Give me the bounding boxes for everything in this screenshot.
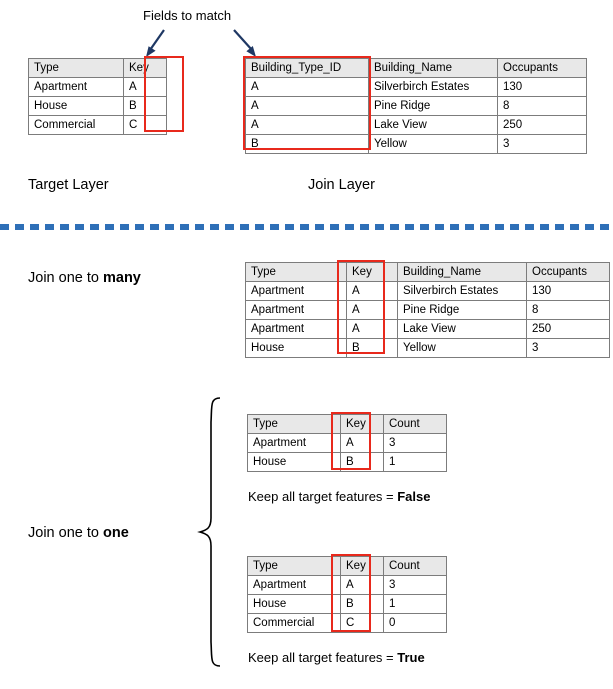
cell-key: A — [341, 434, 384, 453]
one-to-one-true-table-wrapper — [247, 556, 447, 633]
column-header-key: Key — [124, 59, 167, 78]
cell-building-name: Lake View — [398, 320, 527, 339]
table-row — [246, 116, 587, 135]
table-header-row — [246, 263, 610, 282]
cell-key: A — [347, 301, 398, 320]
column-header-occupants: Occupants — [527, 263, 610, 282]
keep-all-false-label — [248, 489, 430, 504]
table-row — [29, 116, 167, 135]
cell-type: Apartment — [248, 434, 341, 453]
target-layer-text: Target Layer — [28, 177, 109, 193]
cell-type: House — [246, 339, 347, 358]
cell-building-name: Lake View — [369, 116, 498, 135]
table-row — [246, 339, 610, 358]
cell-key: B — [124, 97, 167, 116]
column-header-type: Type — [29, 59, 124, 78]
join-one-to-one-label — [28, 525, 129, 541]
cell-building-name: Yellow — [398, 339, 527, 358]
table-row — [248, 614, 447, 633]
one-to-one-false-table-wrapper — [247, 414, 447, 472]
join-one-to-one-true-table — [247, 556, 447, 633]
join-one-to-many-table — [245, 262, 610, 358]
join-one-to-many-label — [28, 270, 141, 286]
cell-occupants: 3 — [498, 135, 587, 154]
cell-key: B — [341, 595, 384, 614]
target-layer-label — [28, 177, 109, 193]
cell-key: A — [341, 576, 384, 595]
column-header-type: Type — [248, 415, 341, 434]
one-to-many-table-wrapper — [245, 262, 610, 358]
table-header-row — [246, 59, 587, 78]
keep-all-false-prefix: Keep all target features = — [248, 489, 398, 504]
cell-type: Apartment — [246, 282, 347, 301]
table-row — [248, 434, 447, 453]
cell-count: 3 — [384, 434, 447, 453]
join-one-to-many-prefix: Join one to — [28, 270, 103, 286]
join-layer-table — [245, 58, 587, 154]
table-row — [248, 453, 447, 472]
fields-to-match-label — [143, 8, 231, 23]
column-header-key: Key — [341, 415, 384, 434]
keep-all-true-emph: True — [397, 650, 425, 665]
table-header-row — [29, 59, 167, 78]
cell-occupants: 8 — [527, 301, 610, 320]
column-header-count: Count — [384, 415, 447, 434]
table-row — [246, 78, 587, 97]
table-row — [29, 78, 167, 97]
cell-occupants: 130 — [498, 78, 587, 97]
cell-building-name: Pine Ridge — [369, 97, 498, 116]
column-header-building-name: Building_Name — [369, 59, 498, 78]
column-header-type: Type — [246, 263, 347, 282]
fields-to-match-text: Fields to match — [143, 8, 232, 23]
cell-count: 3 — [384, 576, 447, 595]
cell-key: B — [341, 453, 384, 472]
join-layer-text: Join Layer — [308, 177, 375, 193]
table-row — [246, 301, 610, 320]
join-layer-label — [308, 177, 375, 193]
cell-type: Commercial — [248, 614, 341, 633]
cell-type: House — [248, 453, 341, 472]
join-one-to-one-prefix: Join one to — [28, 525, 103, 541]
target-table-wrapper — [28, 58, 167, 135]
join-table-wrapper — [245, 58, 587, 154]
cell-key: A — [347, 282, 398, 301]
column-header-occupants: Occupants — [498, 59, 587, 78]
column-header-type: Type — [248, 557, 341, 576]
cell-occupants: 250 — [498, 116, 587, 135]
keep-all-true-prefix: Keep all target features = — [248, 650, 398, 665]
keep-all-false-emph: False — [397, 489, 431, 504]
target-layer-table — [28, 58, 167, 135]
column-header-key: Key — [341, 557, 384, 576]
cell-key: A — [124, 78, 167, 97]
table-row — [248, 595, 447, 614]
table-header-row — [248, 557, 447, 576]
cell-building-name: Silverbirch Estates — [369, 78, 498, 97]
cell-occupants: 130 — [527, 282, 610, 301]
table-row — [248, 576, 447, 595]
table-row — [246, 282, 610, 301]
cell-occupants: 3 — [527, 339, 610, 358]
join-one-to-many-emph: many — [102, 270, 141, 286]
cell-key: C — [341, 614, 384, 633]
join-one-to-one-false-table — [247, 414, 447, 472]
table-row — [246, 320, 610, 339]
table-row — [246, 135, 587, 154]
cell-type: House — [248, 595, 341, 614]
arrow-to-target-key — [142, 28, 182, 58]
cell-building-type-id: B — [246, 135, 369, 154]
table-row — [29, 97, 167, 116]
cell-building-name: Yellow — [369, 135, 498, 154]
cell-building-type-id: A — [246, 78, 369, 97]
column-header-key: Key — [347, 263, 398, 282]
cell-type: Apartment — [246, 301, 347, 320]
keep-all-true-label — [248, 650, 425, 665]
column-header-count: Count — [384, 557, 447, 576]
section-divider — [0, 224, 613, 230]
cell-building-name: Pine Ridge — [398, 301, 527, 320]
cell-key: B — [347, 339, 398, 358]
cell-type: Apartment — [248, 576, 341, 595]
cell-type: House — [29, 97, 124, 116]
table-header-row — [248, 415, 447, 434]
cell-occupants: 250 — [527, 320, 610, 339]
cell-key: A — [347, 320, 398, 339]
cell-type: Apartment — [246, 320, 347, 339]
cell-count: 1 — [384, 453, 447, 472]
cell-type: Apartment — [29, 78, 124, 97]
cell-occupants: 8 — [498, 97, 587, 116]
join-one-to-one-emph: one — [102, 525, 129, 541]
cell-building-type-id: A — [246, 97, 369, 116]
cell-count: 0 — [384, 614, 447, 633]
column-header-building-type-id: Building_Type_ID — [246, 59, 369, 78]
cell-building-type-id: A — [246, 116, 369, 135]
table-row — [246, 97, 587, 116]
cell-key: C — [124, 116, 167, 135]
column-header-building-name: Building_Name — [398, 263, 527, 282]
one-to-one-brace — [196, 396, 230, 668]
cell-building-name: Silverbirch Estates — [398, 282, 527, 301]
arrow-to-join-key — [224, 28, 274, 58]
cell-count: 1 — [384, 595, 447, 614]
cell-type: Commercial — [29, 116, 124, 135]
